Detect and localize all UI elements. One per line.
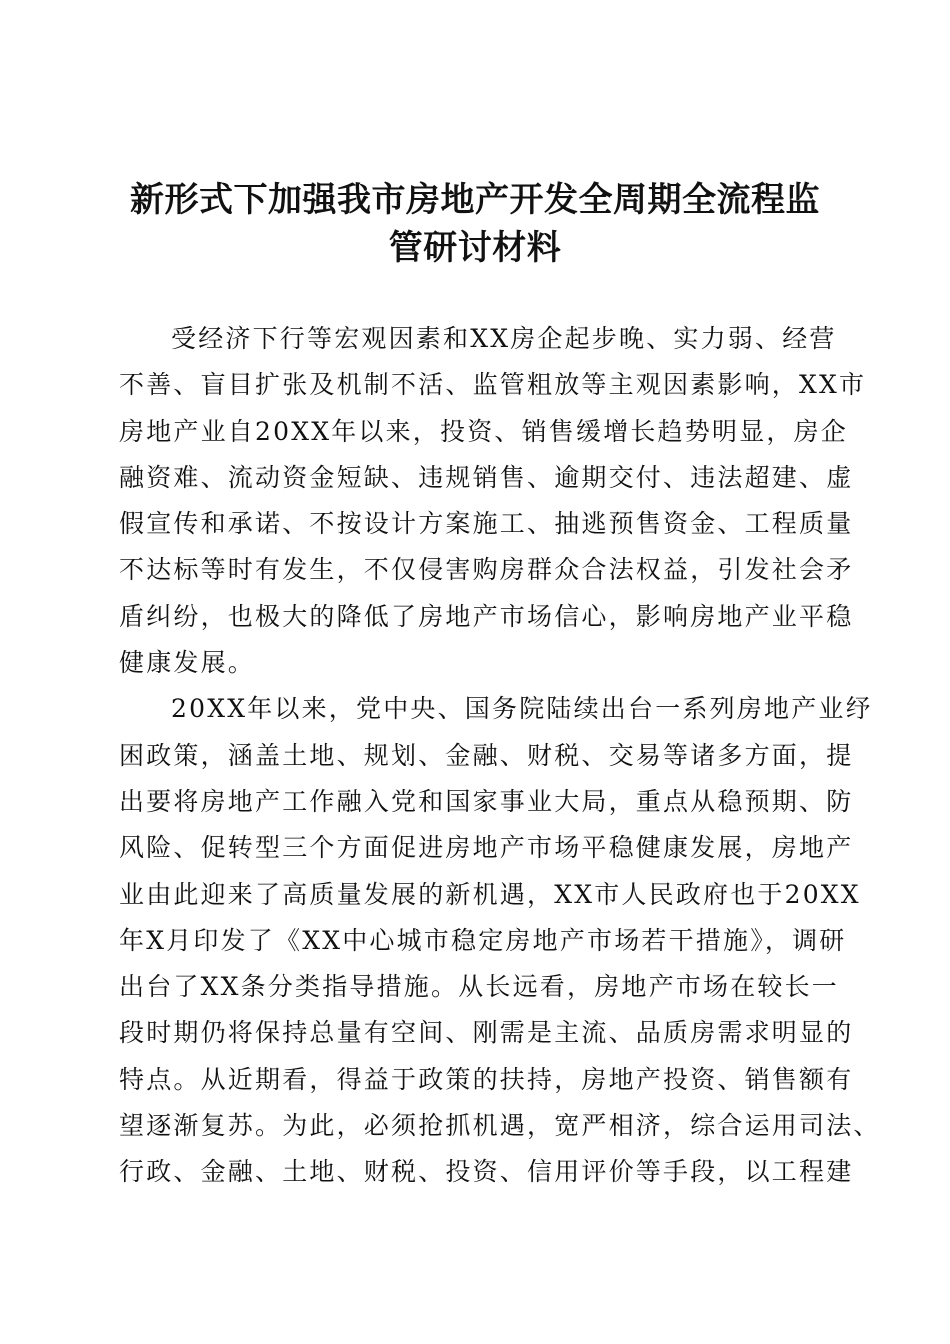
- document-title: [100, 176, 850, 272]
- text-line: 假宣传和承诺、不按设计方案施工、抽逃预售资金、工程质量: [119, 509, 854, 539]
- text-line: 段时期仍将保持总量有空间、刚需是主流、品质房需求明显的: [119, 1018, 854, 1048]
- text-line: 健康发展。: [119, 648, 256, 678]
- text-line: 不善、盲目扩张及机制不活、监管粗放等主观因素影响，XX市: [119, 370, 867, 400]
- document-body: [119, 316, 881, 1196]
- paragraph-1: [119, 316, 867, 686]
- text-line: 特点。从近期看，得益于政策的扶持，房地产投资、销售额有: [119, 1064, 854, 1094]
- text-line: 房地产业自20XX年以来，投资、销售缓增长趋势明显，房企: [119, 416, 849, 446]
- text-line: 望逐渐复苏。为此，必须抢抓机遇，宽严相济，综合运用司法、: [119, 1111, 881, 1141]
- text-line: 困政策，涵盖土地、规划、金融、财税、交易等诸多方面，提: [119, 740, 854, 770]
- text-line: 融资难、流动资金短缺、违规销售、逾期交付、违法超建、虚: [119, 462, 854, 492]
- text-line: 风险、促转型三个方面促进房地产市场平稳健康发展，房地产: [119, 833, 854, 863]
- title-line: 管研讨材料: [388, 228, 562, 268]
- text-line: 20XX年以来，党中央、国务院陆续出台一系列房地产业纾: [171, 694, 873, 724]
- text-line: 不达标等时有发生，不仅侵害购房群众合法权益，引发社会矛: [119, 555, 854, 585]
- text-line: 行政、金融、土地、财税、投资、信用评价等手段，以工程建: [119, 1157, 854, 1187]
- text-line: 年X月印发了《XX中心城市稳定房地产市场若干措施》，调研: [119, 925, 847, 955]
- text-line: 出台了XX条分类指导措施。从长远看，房地产市场在较长一: [119, 972, 839, 1002]
- title-line: 新形式下加强我市房地产开发全周期全流程监: [130, 180, 820, 220]
- text-line: 业由此迎来了高质量发展的新机遇，XX市人民政府也于20XX: [119, 879, 861, 909]
- text-line: 盾纠纷，也极大的降低了房地产市场信心，影响房地产业平稳: [119, 601, 854, 631]
- text-line: 出要将房地产工作融入党和国家事业大局，重点从稳预期、防: [119, 786, 854, 816]
- text-line: 受经济下行等宏观因素和XX房企起步晚、实力弱、经营: [171, 324, 837, 353]
- paragraph-2: [119, 686, 881, 1195]
